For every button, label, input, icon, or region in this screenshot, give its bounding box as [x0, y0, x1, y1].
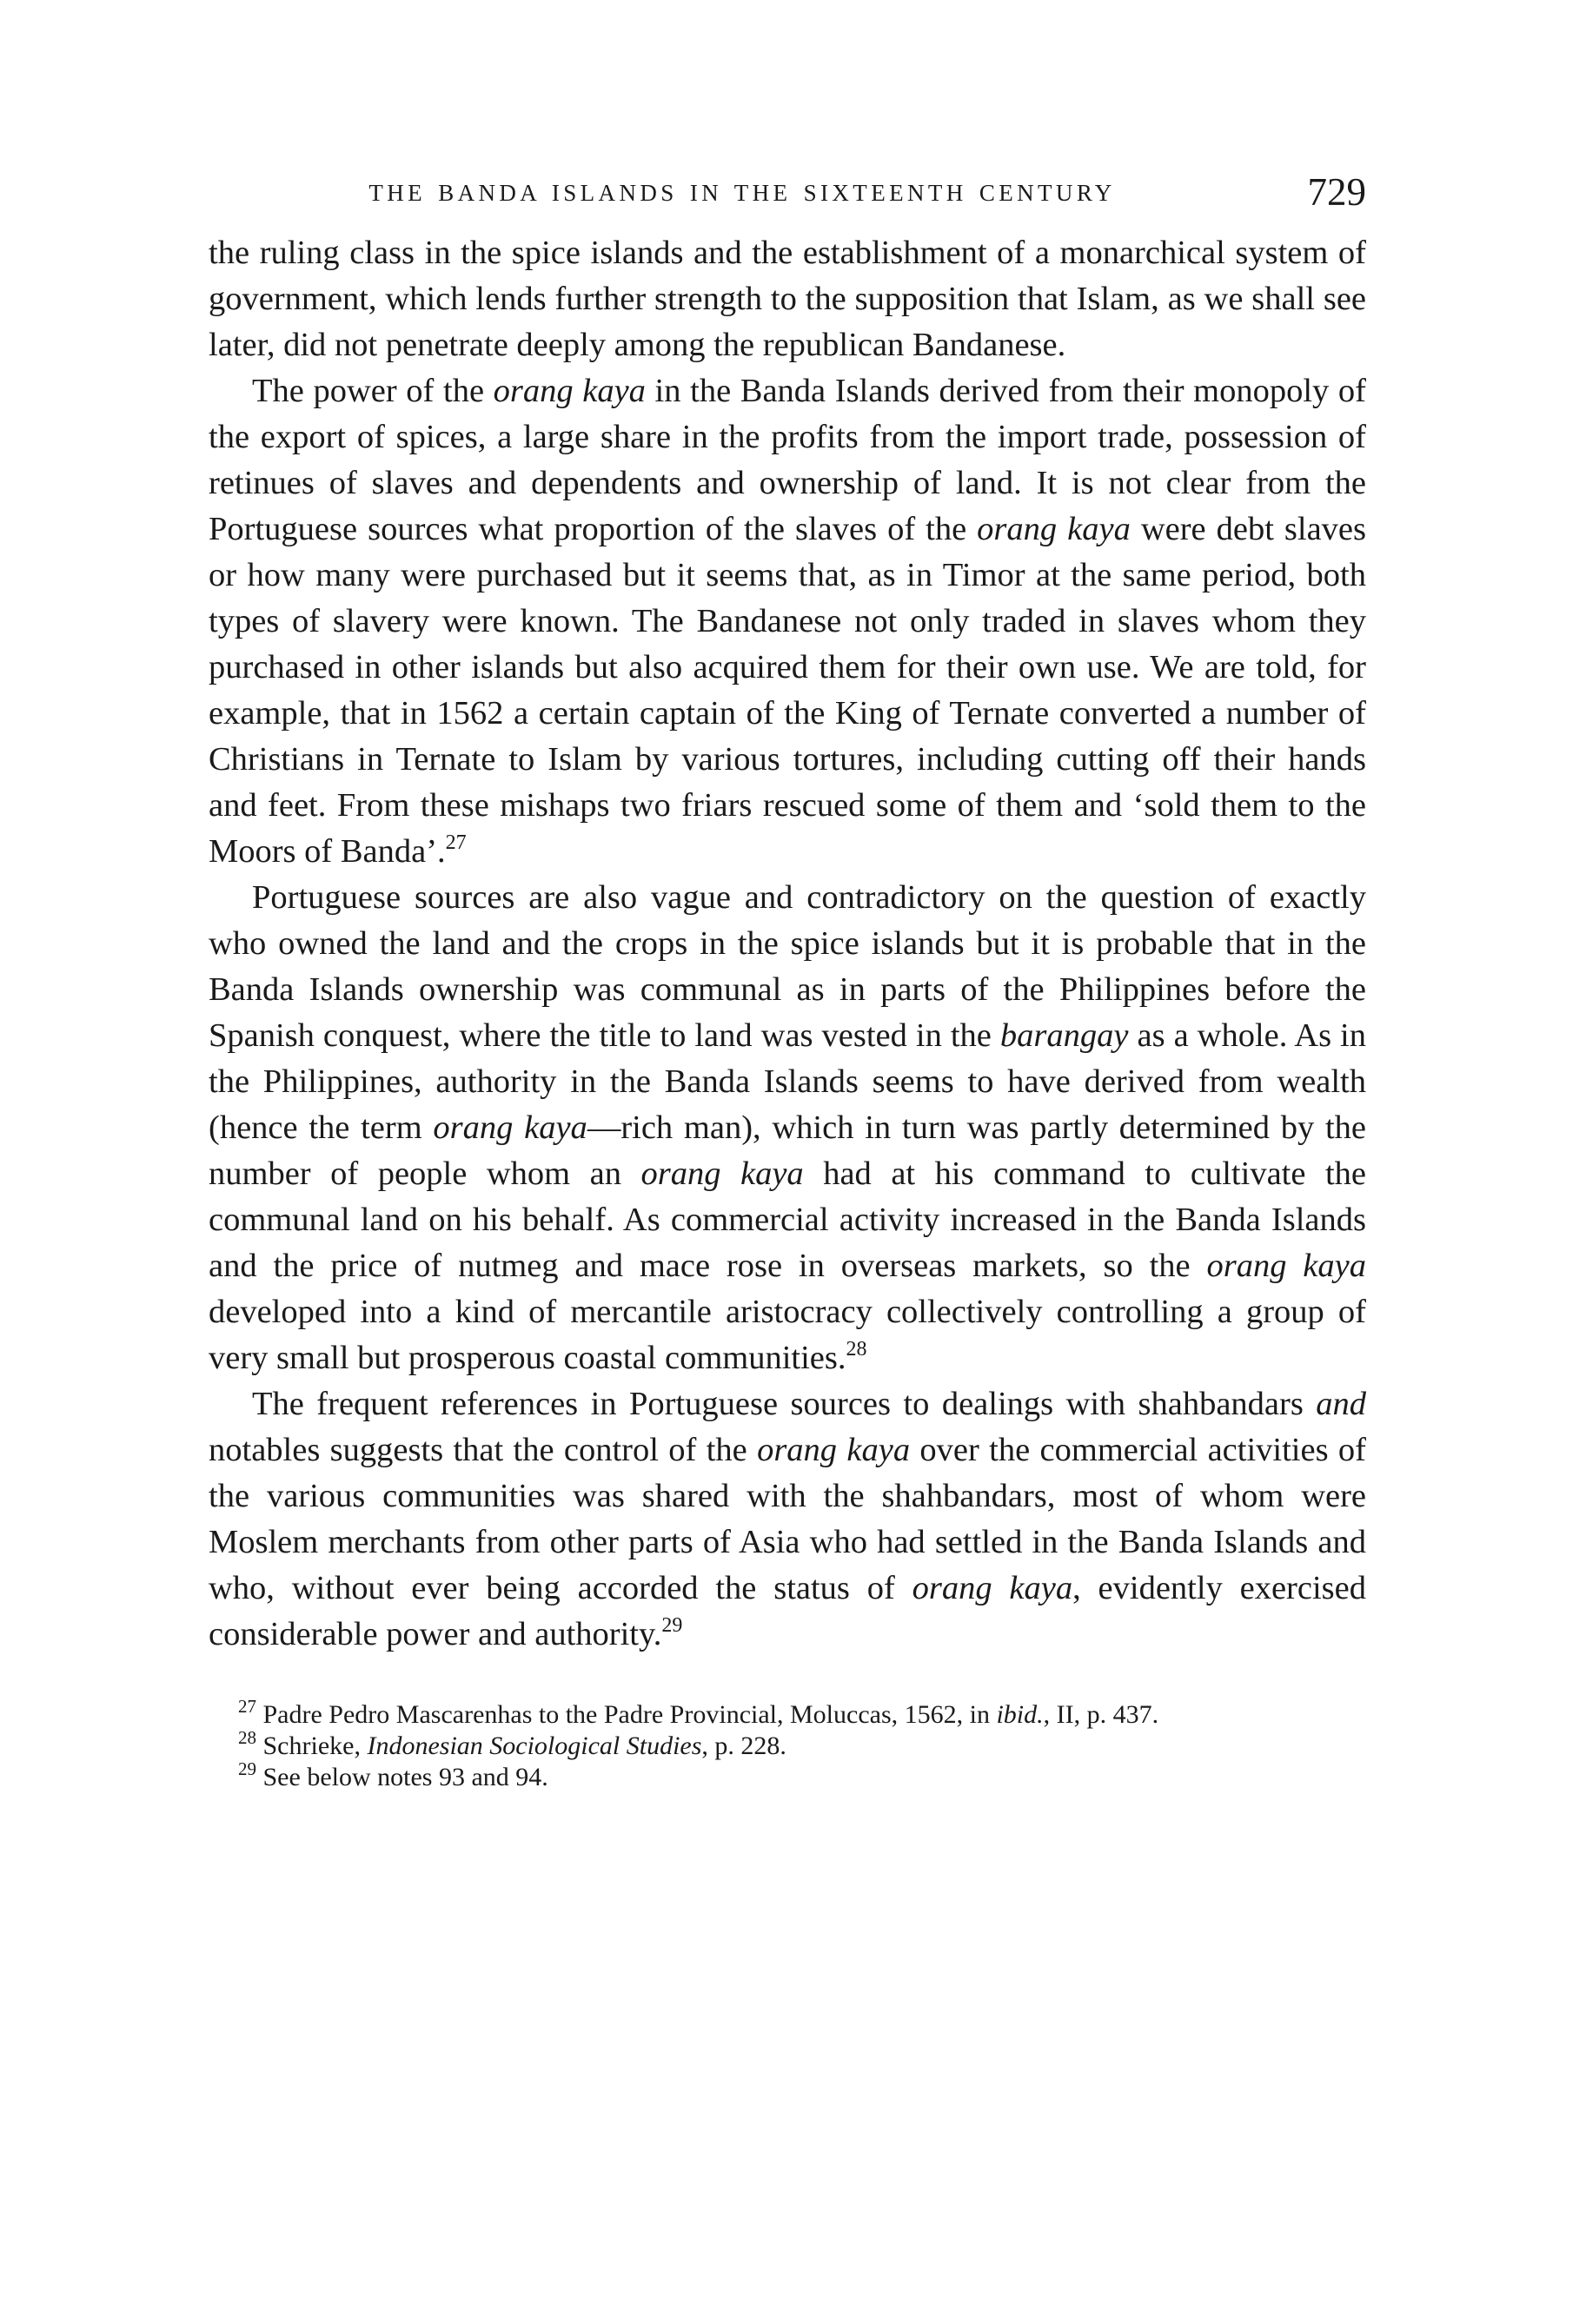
text-segment: —rich man), which in turn was partly determined by the number of people whom an	[209, 1109, 1366, 1192]
text-segment: in the Banda Islands derived from their monopoly of the export of spices, a large share in the profits from the import trade, possession of retinues of slaves and dependents and ownership of land. It is not clear from the Portuguese sources what proportion of the slaves of the	[209, 373, 1366, 547]
footnote-number: 27	[238, 1696, 256, 1717]
footnote-number: 29	[238, 1758, 256, 1779]
footnote-italic: ibid.	[996, 1700, 1044, 1729]
text-segment: Portuguese sources are also vague and contradictory on the question of exactly who owned the land and the crops in the spice islands but it is probable that in the Banda Islands ownership was communal as in parts of the Philippines before the Spanish conquest, where the title to land was vested in the	[209, 879, 1366, 1054]
italic-term: orang kaya	[757, 1432, 911, 1468]
italic-term: orang kaya	[977, 511, 1131, 547]
footnote-text: , II, p. 437.	[1043, 1700, 1159, 1729]
body-text	[209, 230, 1366, 1658]
book-page	[209, 169, 1366, 1793]
footnote-text: Schrieke,	[262, 1731, 368, 1760]
footnote-ref-28[interactable]: 28	[846, 1338, 867, 1361]
footnote-ref-29[interactable]: 29	[661, 1614, 683, 1637]
text-segment: The power of the	[252, 373, 494, 409]
text-segment: were debt slaves or how many were purchased but it seems that, as in Timor at the same period, both types of slavery were known. The Bandanese not only traded in slaves whom they purchased in other islands but also acquired them for their own use. We are told, for example, that in 1562 a certain captain of the King of Ternate converted a number of Christians in Ternate to Islam by various tortures, including cutting off their hands and feet. From these mishaps two friars rescued some of them and ‘sold them to the Moors of Banda’.	[209, 511, 1366, 870]
running-header	[209, 169, 1366, 230]
paragraph-1-text: the ruling class in the spice islands and the establishment of a monarchical system of government, which lends further strength to the supposition that Islam, as we shall see later, did not penetrate deeply among the republican Bandanese.	[209, 235, 1366, 363]
italic-term: orang kaya	[1206, 1248, 1366, 1284]
footnotes	[209, 1696, 1366, 1793]
page-number: 729	[1307, 170, 1366, 214]
footnote-ref-27[interactable]: 27	[445, 831, 467, 854]
footnote-text: Padre Pedro Mascarenhas to the Padre Provincial, Moluccas, 1562, in	[262, 1700, 997, 1729]
text-segment: notables suggests that the control of the	[209, 1432, 758, 1468]
footnote-29	[209, 1758, 1366, 1793]
paragraph-2	[209, 368, 1366, 875]
footnote-text: See below notes 93 and 94.	[262, 1763, 548, 1791]
italic-term: barangay	[999, 1017, 1129, 1054]
text-segment: as a whole. As in the Philippines, authority in the Banda Islands seems to have derived from wealth (hence the term	[209, 1017, 1367, 1146]
italic-term: orang kaya	[640, 1155, 804, 1192]
footnote-italic: Indonesian Sociological Studies	[367, 1731, 702, 1760]
text-segment: The frequent references in Portuguese sources to dealings with shahbandars	[252, 1386, 1317, 1422]
running-title: THE BANDA ISLANDS IN THE SIXTEENTH CENTURY	[368, 180, 1116, 206]
text-segment: developed into a kind of mercantile aristocracy collectively controlling a group of very small but prosperous coastal communities.	[209, 1294, 1366, 1376]
italic-term: orang kaya	[493, 373, 646, 409]
paragraph-4	[209, 1381, 1366, 1658]
text-segment: , evidently exercised considerable power and authority.	[209, 1570, 1366, 1652]
footnote-text: , p. 228.	[701, 1731, 786, 1760]
text-segment: over the commercial activities of the various communities was shared with the shahbandars, most of whom were Moslem merchants from other parts of Asia who had settled in the Banda Islands and who, without ever being accorded the status of	[209, 1432, 1366, 1606]
text-segment: had at his command to cultivate the communal land on his behalf. As commercial activity increased in the Banda Islands and the price of nutmeg and mace rose in overseas markets, so the	[209, 1155, 1366, 1284]
footnote-number: 28	[238, 1727, 256, 1748]
footnote-28	[209, 1727, 1366, 1762]
italic-term: and	[1316, 1386, 1366, 1422]
paragraph-3	[209, 875, 1366, 1381]
paragraph-1	[209, 230, 1366, 368]
footnote-27	[209, 1696, 1366, 1731]
italic-term: orang kaya	[433, 1109, 587, 1146]
italic-term: orang kaya	[912, 1570, 1073, 1606]
